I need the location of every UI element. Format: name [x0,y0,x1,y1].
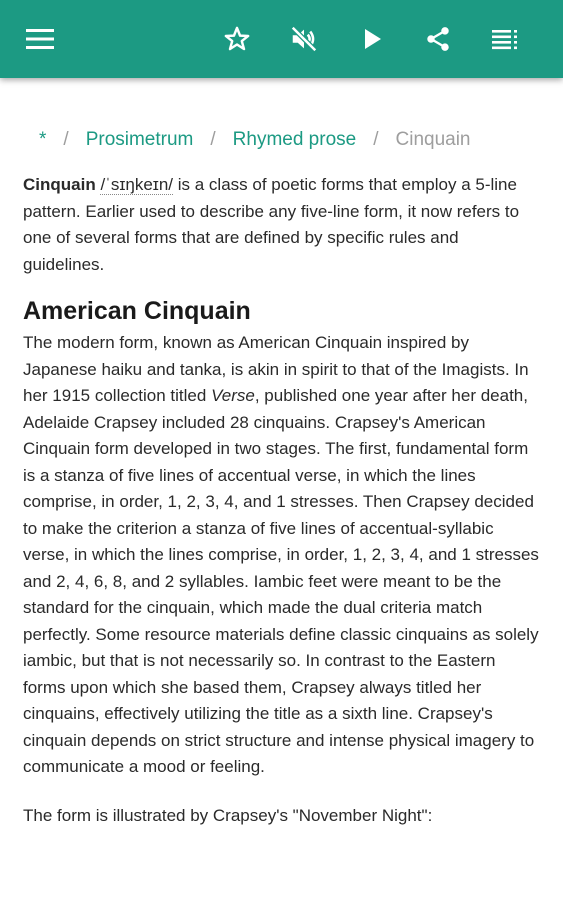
mute-button[interactable] [282,17,326,61]
star-icon [223,25,251,53]
mute-icon [289,24,319,54]
share-icon [424,25,452,53]
list-icon [492,28,520,50]
share-button[interactable] [416,17,460,61]
breadcrumb [23,128,539,152]
play-icon [361,27,383,51]
breadcrumb-separator: / [63,129,69,150]
breadcrumb-separator: / [373,129,379,150]
bookmark-button[interactable] [215,17,259,61]
menu-icon [26,28,54,50]
app-bar [0,0,563,78]
term: Cinquain [23,175,96,194]
breadcrumb-current: Cinquain [395,129,471,150]
breadcrumb-item-prosimetrum[interactable]: Prosimetrum [85,129,194,150]
contents-button[interactable] [484,17,528,61]
breadcrumb-separator: / [210,129,216,150]
pronunciation[interactable]: /ˈsɪŋkeɪn/ [100,175,174,194]
body-text-end: , published one year after her death, Adelaide Crapsey included 28 cinquains. Crapsey's American Cinquain form developed in two stages. The first, fundamental form is a stanza of five lines of accentual verse, in which the lines comprise, in order, 1, 2, 3, 4, and 1 stresses. Then Crapsey decided to make the criterion a stanza of five lines of accentual-syllabic verse, in which the lines comprise, in order, 1, 2, 3, 4, and 1 stresses and 2, 4, 6, 8, and 2 syllables. Iambic feet were meant to be the standard for the cinquain, which made the dual criteria match perfectly. Some resource materials define classic cinquains as solely iambic, but that is not necessarily so. In contrast to the Eastern forms upon which she based them, Crapsey always titled her cinquains, effectively utilizing the title as a sixth line. Crapsey's cinquain depends on strict structure and intense physical imagery to communicate a mood or feeling. [23,386,539,776]
body-paragraph [23,330,539,781]
play-button[interactable] [350,17,394,61]
body-text-start: The modern form, known as American Cinquain inspired by Japanese haiku and tanka, is akin in spirit to that of the Imagists. In her 1915 collection titled [23,333,529,405]
illustration-paragraph: The form is illustrated by Crapsey's "November Night": [23,805,433,825]
intro-text: is a class of poetic forms that employ a 5-line pattern. Earlier used to describe any five-line form, it now refers to one of several forms that are defined by specific rules and guidelines. [23,175,520,274]
intro-paragraph [23,172,539,278]
breadcrumb-home[interactable]: * [39,129,47,150]
collection-title: Verse [211,386,255,405]
menu-button[interactable] [18,17,62,61]
section-heading: American Cinquain [23,297,251,325]
breadcrumb-item-rhymed-prose[interactable]: Rhymed prose [232,129,357,150]
article-content [0,78,563,900]
